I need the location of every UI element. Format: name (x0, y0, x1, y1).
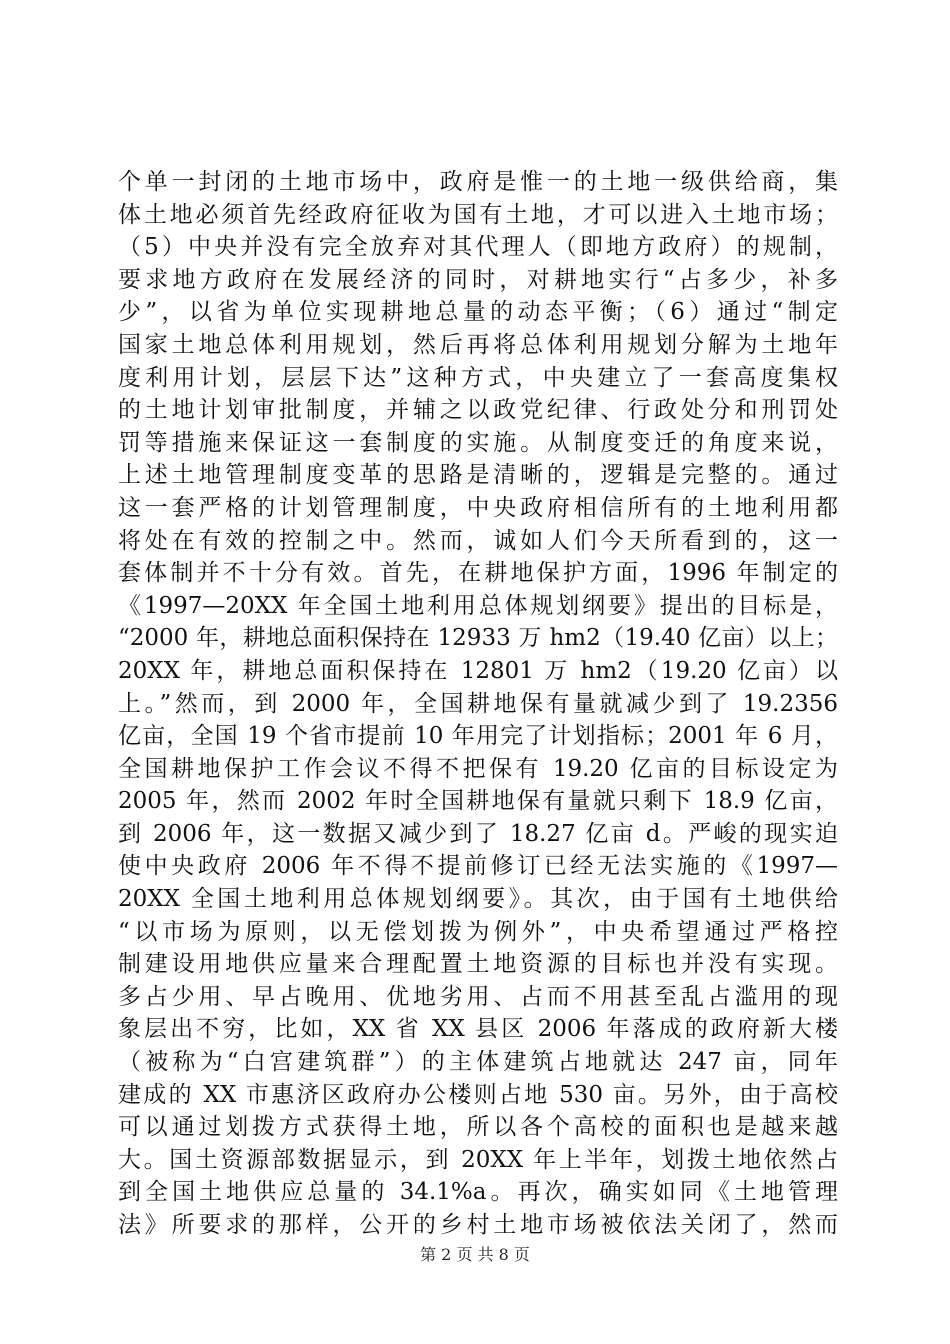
text-line: 将处在有效的控制之中。然而，诚如人们今天所看到的，这一 (118, 527, 838, 554)
page-number-label: 第 2 页 共 8 页 (420, 1245, 530, 1264)
text-line: 罚等措施来保证这一套制度的实施。从制度变迁的角度来说， (118, 429, 838, 456)
text-line: 个单一封闭的土地市场中，政府是惟一的土地一级供给商，集 (118, 169, 838, 195)
text-line: 20XX 全国土地利用总体规划纲要》。其次，由于国有土地供给 (118, 886, 838, 913)
text-line: 到全国土地供应总量的 34.1%a。再次，确实如同《土地管理 (118, 1179, 838, 1206)
text-line: 上述土地管理制度变革的思路是清晰的，逻辑是完整的。通过 (118, 462, 838, 489)
text-line: 多占少用、早占晚用、优地劣用、占而不用甚至乱占滥用的现 (118, 983, 838, 1010)
text-line: “2000 年，耕地总面积保持在 12933 万 hm2（19.40 亿亩）以上； (118, 625, 838, 652)
text-line: 象层出不穷，比如，XX 省 XX 县区 2006 年落成的政府新大楼 (118, 1016, 838, 1043)
text-line: 少”，以省为单位实现耕地总量的动态平衡；（6）通过“制定 (118, 299, 838, 326)
text-line: 套体制并不十分有效。首先，在耕地保护方面，1996 年制定的 (118, 560, 838, 587)
text-line: 度利用计划，层层下达”这种方式，中央建立了一套高度集权 (118, 364, 838, 391)
text-line: 这一套严格的计划管理制度，中央政府相信所有的土地利用都 (118, 494, 838, 521)
text-line: （5）中央并没有完全放弃对其代理人（即地方政府）的规制， (118, 234, 838, 261)
text-line: 上。”然而，到 2000 年，全国耕地保有量就减少到了 19.2356 (118, 690, 838, 717)
body-text (118, 166, 838, 1242)
text-line: 使中央政府 2006 年不得不提前修订已经无法实施的《1997— (118, 853, 838, 880)
text-line: 亿亩，全国 19 个省市提前 10 年用完了计划指标；2001 年 6 月， (118, 723, 838, 750)
text-line: 2005 年，然而 2002 年时全国耕地保有量就只剩下 18.9 亿亩， (118, 788, 838, 815)
text-line: （被称为“白宫建筑群”）的主体建筑占地就达 247 亩，同年 (118, 1049, 838, 1076)
text-line: 要求地方政府在发展经济的同时，对耕地实行“占多少，补多 (118, 266, 838, 293)
text-line: 建成的 XX 市惠济区政府办公楼则占地 530 亩。另外，由于高校 (118, 1081, 838, 1108)
text-line: 到 2006 年，这一数据又减少到了 18.27 亿亩 d。严峻的现实迫 (118, 820, 838, 847)
text-line: 制建设用地供应量来合理配置土地资源的目标也并没有实现。 (118, 951, 838, 978)
text-line: 国家土地总体利用规划，然后再将总体利用规划分解为土地年 (118, 331, 838, 358)
text-line: 20XX 年，耕地总面积保持在 12801 万 hm2（19.20 亿亩）以 (118, 657, 838, 684)
text-line: 大。国土资源部数据显示，到 20XX 年上半年，划拨土地依然占 (118, 1146, 838, 1173)
text-line: “以市场为原则，以无偿划拨为例外”，中央希望通过严格控 (118, 918, 838, 945)
text-line: 《1997—20XX 年全国土地利用总体规划纲要》提出的目标是， (118, 592, 838, 619)
page-footer (0, 1242, 950, 1265)
text-line: 法》所要求的那样，公开的乡村土地市场被依法关闭了，然而 (118, 1212, 838, 1238)
text-line: 体土地必须首先经政府征收为国有土地，才可以进入土地市场； (118, 201, 838, 228)
text-line: 的土地计划审批制度，并辅之以政党纪律、行政处分和刑罚处 (118, 397, 838, 424)
text-line: 全国耕地保护工作会议不得不把保有 19.20 亿亩的目标设定为 (118, 755, 838, 782)
text-line: 可以通过划拨方式获得土地，所以各个高校的面积也是越来越 (118, 1114, 838, 1141)
